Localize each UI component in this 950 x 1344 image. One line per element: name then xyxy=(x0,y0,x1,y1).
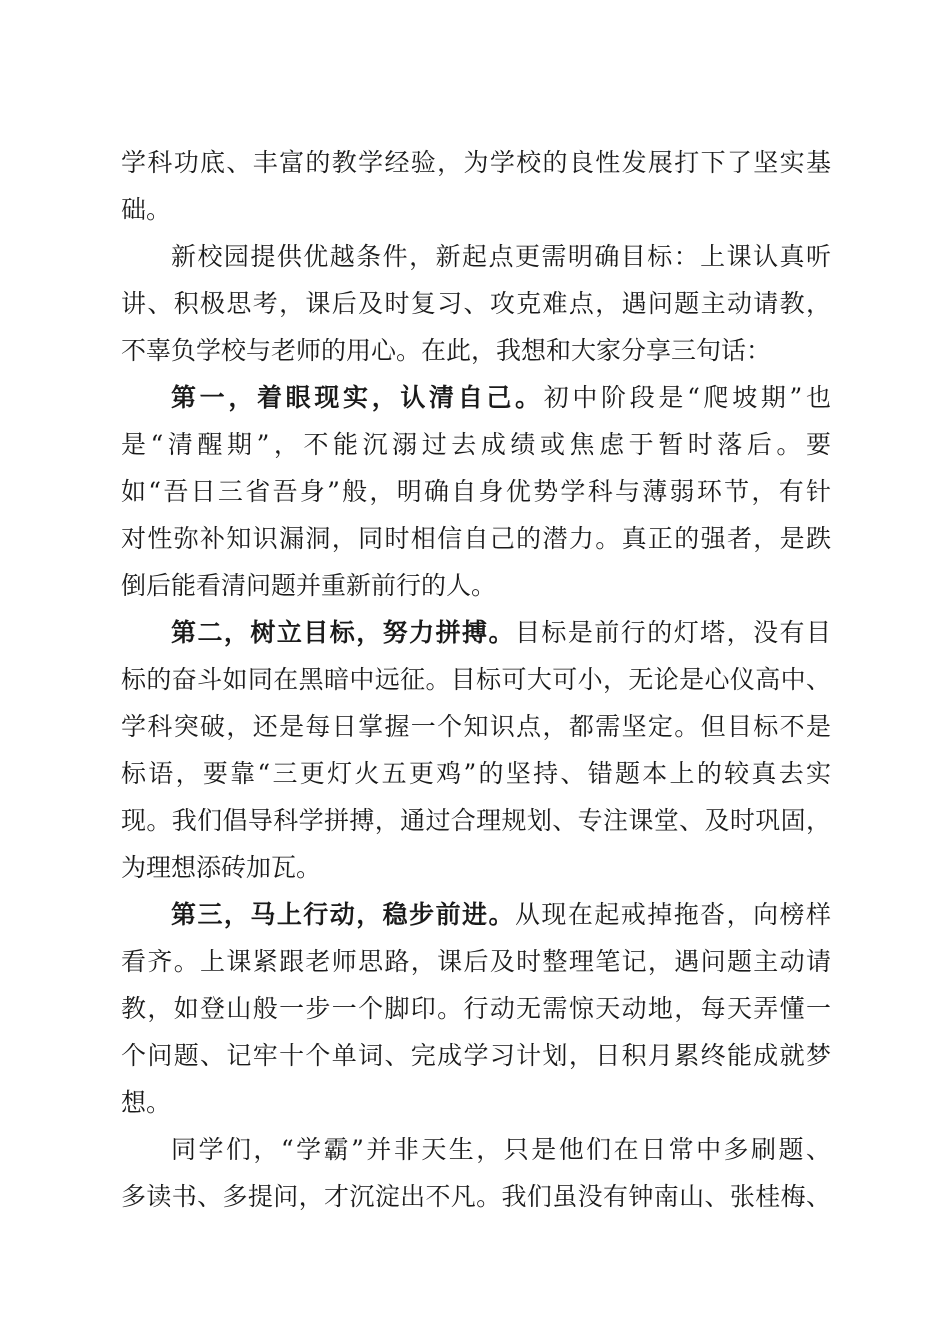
text-line: 倒后能看清问题并重新前行的人。 xyxy=(121,571,497,600)
text-line: 个问题、记牢十个单词、完成学习计划，日积月累终能成就梦 xyxy=(121,1041,831,1070)
text-line: 想。 xyxy=(121,1088,172,1117)
text-line: 不辜负学校与老师的用心。在此，我想和大家分享三句话： xyxy=(121,336,772,365)
text-line: 对性弥补知识漏洞，同时相信自己的潜力。真正的强者，是跌 xyxy=(121,524,831,553)
paragraph-start-line: 第三，马上行动，稳步前进。从现在起戒掉拖沓，向榜样 xyxy=(171,900,831,929)
text-line: 现。我们倡导科学拼搏，通过合理规划、专注课堂、及时巩固， xyxy=(121,806,831,835)
text-line: 是“清醒期”，不能沉溺过去成绩或焦虑于暂时落后。要 xyxy=(121,430,831,459)
text-line: 看齐。上课紧跟老师思路，课后及时整理笔记，遇问题主动请 xyxy=(121,947,831,976)
paragraph-start-line: 新校园提供优越条件，新起点更需明确目标：上课认真听 xyxy=(171,242,831,271)
text-line: 为理想添砖加瓦。 xyxy=(121,853,322,882)
point-two-heading: 第二，树立目标，努力拼搏。 xyxy=(171,618,515,647)
paragraph-start-line: 第一，着眼现实，认清自己。初中阶段是“爬坡期”也 xyxy=(171,383,831,412)
point-one-heading: 第一，着眼现实，认清自己。 xyxy=(171,383,544,412)
paragraph-start-line: 同学们，“学霸”并非天生，只是他们在日常中多刷题、 xyxy=(171,1135,831,1164)
text-line: 讲、积极思考，课后及时复习、攻克难点，遇问题主动请教， xyxy=(121,289,831,318)
text-line: 础。 xyxy=(121,195,172,224)
text-line: 学科功底、丰富的教学经验，为学校的良性发展打下了坚实基 xyxy=(121,148,831,177)
text-line: 标的奋斗如同在黑暗中远征。目标可大可小，无论是心仪高中、 xyxy=(121,665,831,694)
text-line: 学科突破，还是每日掌握一个知识点，都需坚定。但目标不是 xyxy=(121,712,831,741)
point-three-heading: 第三，马上行动，稳步前进。 xyxy=(171,900,515,929)
text-line: 教，如登山般一步一个脚印。行动无需惊天动地，每天弄懂一 xyxy=(121,994,831,1023)
text-line: 标语，要靠“三更灯火五更鸡”的坚持、错题本上的较真去实 xyxy=(121,759,831,788)
text-line: 多读书、多提问，才沉淀出不凡。我们虽没有钟南山、张桂梅、 xyxy=(121,1182,831,1211)
text-line: 如“吾日三省吾身”般，明确自身优势学科与薄弱环节，有针 xyxy=(121,477,831,506)
paragraph-start-line: 第二，树立目标，努力拼搏。目标是前行的灯塔，没有目 xyxy=(171,618,831,647)
